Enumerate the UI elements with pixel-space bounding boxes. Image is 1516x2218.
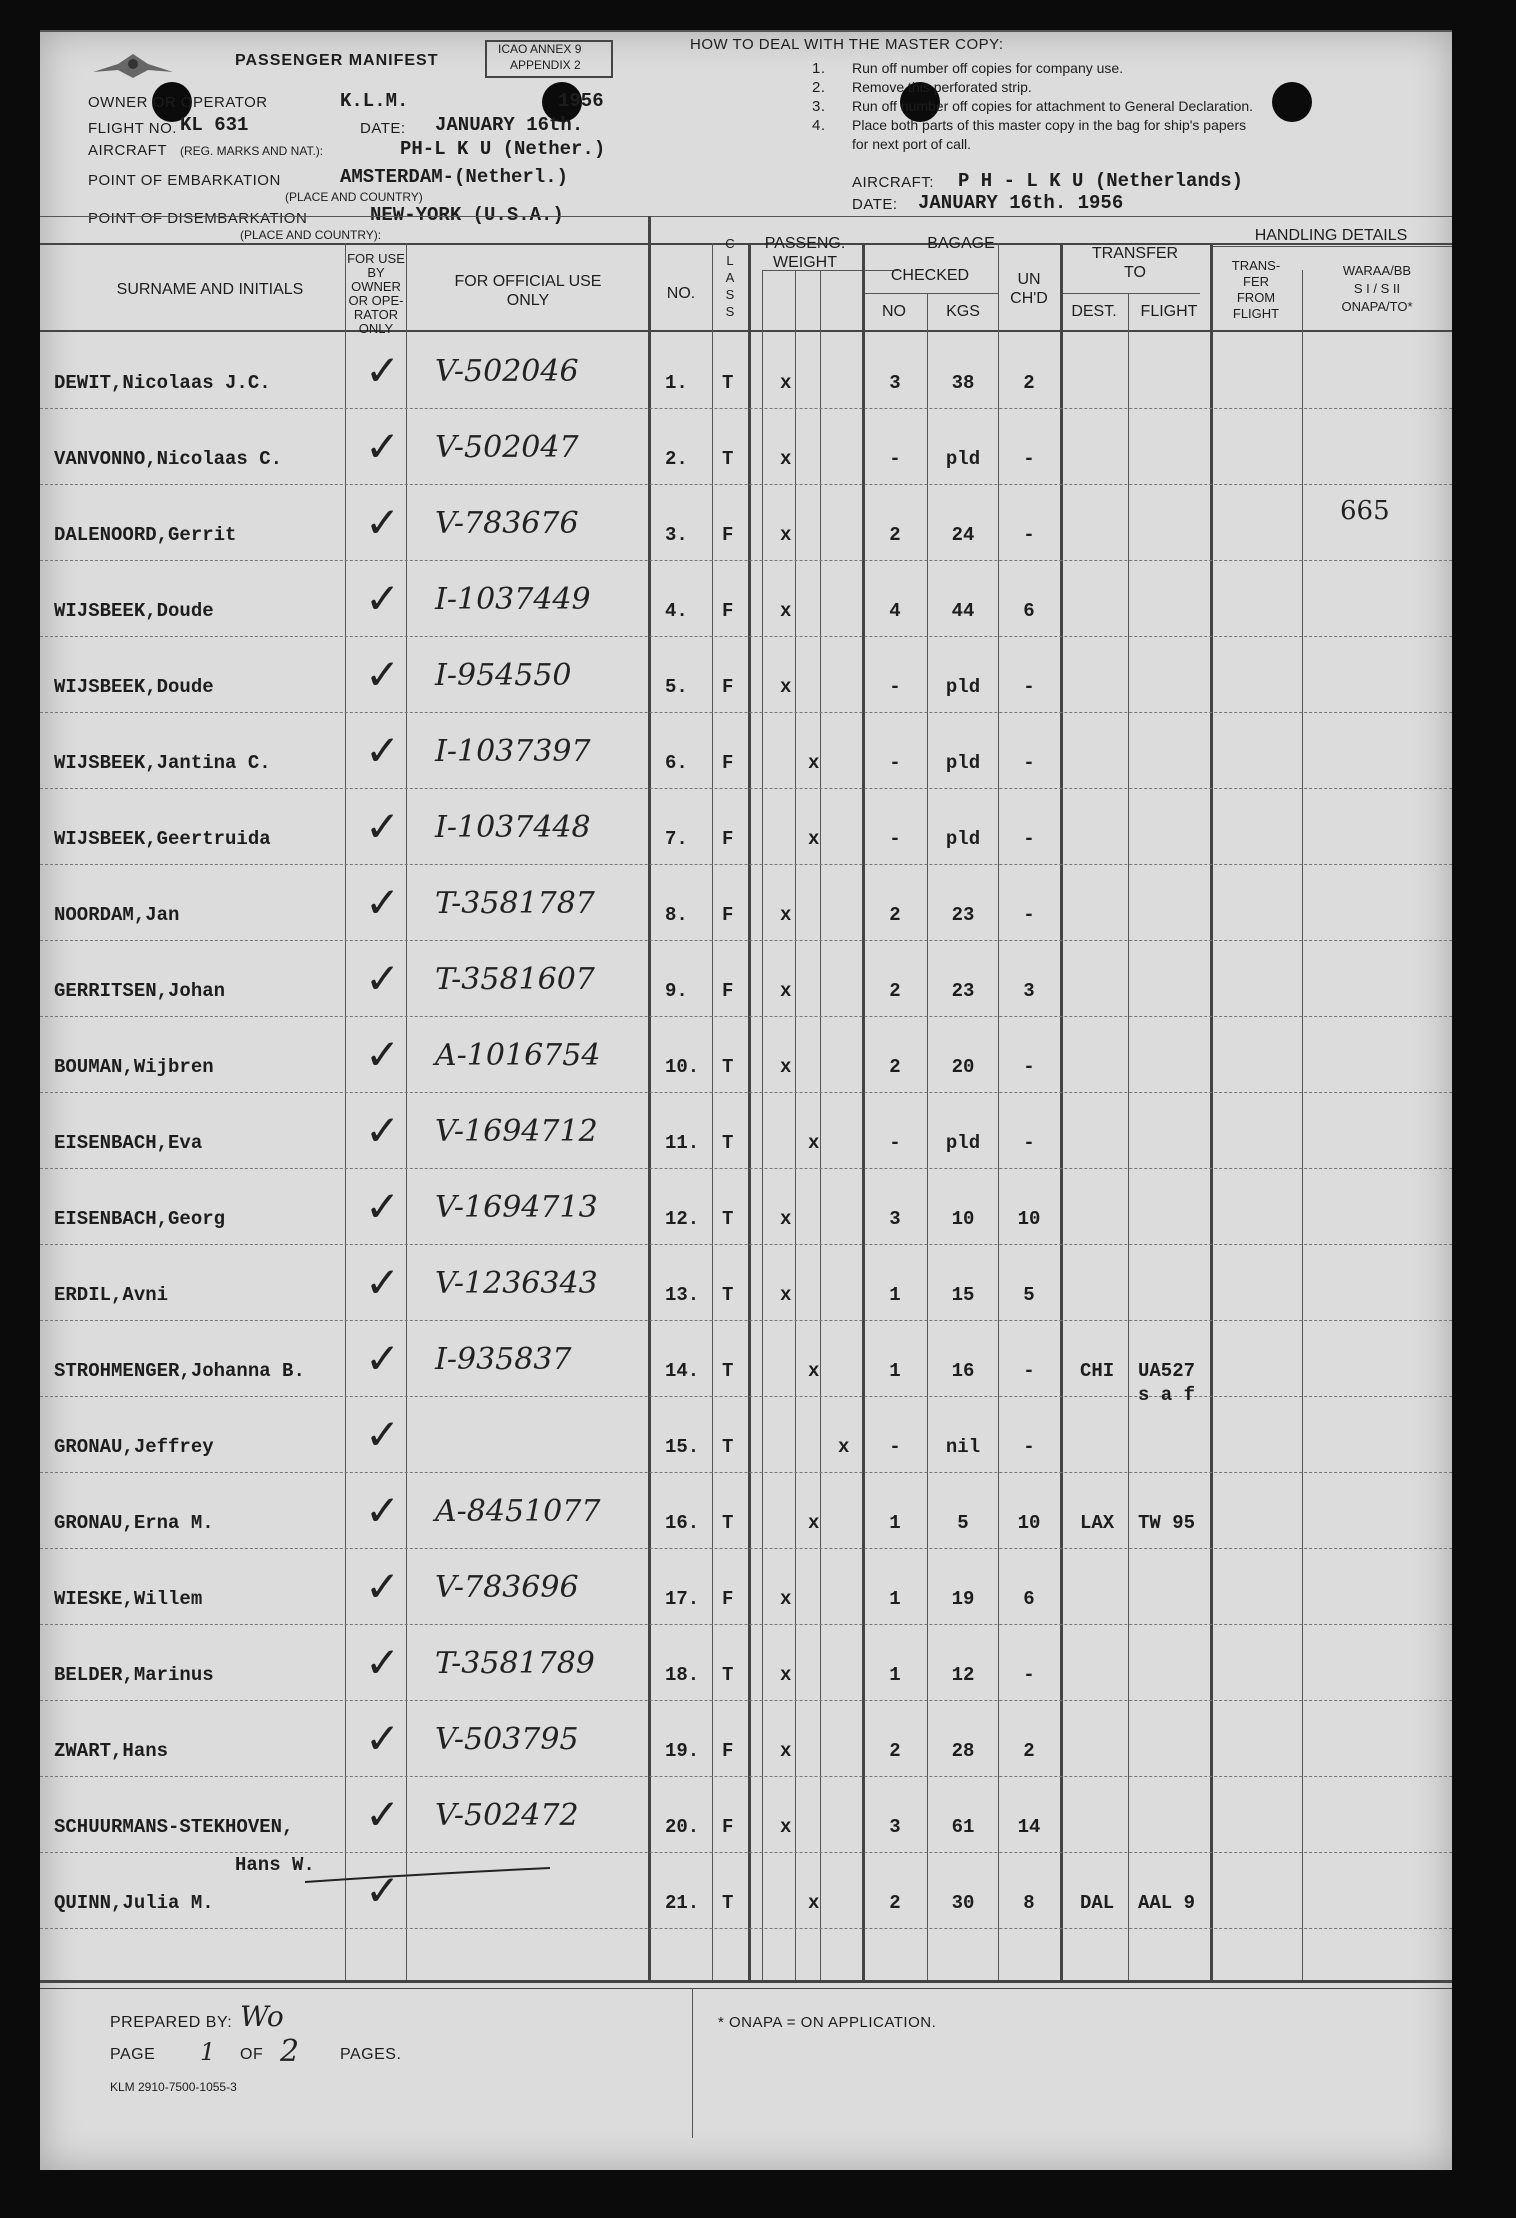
baggage-count: 2 [889,904,901,926]
baggage-unchecked: 10 [1017,1208,1041,1230]
official-doc-number: T-3581787 [435,886,595,921]
col-waraa: WARAA/BB S I / S II ONAPA/TO* [1341,263,1413,314]
passenger-number: 12. [665,1208,700,1230]
weight-mark: x [780,904,792,926]
baggage-kgs: 15 [951,1284,975,1306]
passenger-class: F [722,676,734,698]
passenger-name: DEWIT,Nicolaas J.C. [54,372,271,394]
passenger-class: T [722,1360,734,1382]
weight-mark: x [808,1512,820,1534]
col-handling: HANDLING DETAILS [1254,227,1408,244]
passenger-name: WIESKE,Willem [54,1588,203,1610]
weight-mark: x [838,1436,850,1458]
passenger-name: NOORDAM,Jan [54,904,180,926]
owner-check-mark: ✓ [365,574,401,623]
transfer-flight: AAL 9 [1138,1892,1196,1914]
instr-date-value: JANUARY 16th. 1956 [918,192,1124,214]
disembark-value: NEW-YORK (U.S.A.) [370,204,564,226]
baggage-kgs: pld [945,448,981,470]
passenger-number: 19. [665,1740,700,1762]
passenger-number: 8. [665,904,688,926]
baggage-unchecked: - [1023,448,1035,470]
aircraft-note: (REG. MARKS AND NAT.): [180,144,324,158]
passenger-name: EISENBACH,Eva [54,1132,203,1154]
instruction-text: Run off number off copies for company use. [852,60,1124,76]
baggage-kgs: 61 [951,1816,975,1838]
weight-mark: x [780,448,792,470]
row-divider [40,408,1452,409]
passenger-number: 10. [665,1056,700,1078]
passenger-class: F [722,828,734,850]
row-divider [40,1852,1452,1853]
baggage-count: 1 [889,1588,901,1610]
passenger-name: BELDER,Marinus [54,1664,214,1686]
row-divider [40,1624,1452,1625]
official-doc-number: I-954550 [435,658,572,693]
official-doc-number: V-503795 [435,1722,579,1757]
passenger-class: F [722,1588,734,1610]
weight-mark: x [780,1208,792,1230]
weight-mark: x [780,372,792,394]
instruction-text: Run off number off copies for attachment to General Declaration. [852,98,1254,114]
official-doc-number: I-935837 [435,1342,572,1377]
col-checked: CHECKED [890,267,970,284]
owner-check-mark: ✓ [365,1182,401,1231]
passenger-class: T [722,1208,734,1230]
pages-label: PAGES. [340,2046,402,2063]
baggage-kgs: pld [945,828,981,850]
owner-check-mark: ✓ [365,650,401,699]
weight-mark: x [780,676,792,698]
col-no: NO. [666,285,696,302]
baggage-kgs: 19 [951,1588,975,1610]
form-code: KLM 2910-7500-1055-3 [110,2080,237,2094]
baggage-unchecked: - [1023,904,1035,926]
passenger-class: T [722,1284,734,1306]
weight-mark: x [780,980,792,1002]
passenger-class: T [722,1512,734,1534]
owner-check-mark: ✓ [365,1030,401,1079]
baggage-kgs: 23 [951,980,975,1002]
owner-check-mark: ✓ [365,726,401,775]
instruction-text: Place both parts of this master copy in the bag for ship's papers [852,117,1247,133]
baggage-unchecked: - [1023,1132,1035,1154]
col-owner-use: FOR USE BY OWNER OR OPE- RATOR ONLY [347,251,405,336]
place-country-note-2: (PLACE AND COUNTRY): [240,228,382,242]
col-class: C L A S S [725,236,735,319]
row-divider [40,560,1452,561]
baggage-unchecked: 6 [1023,1588,1035,1610]
instruction-text: Remove this perforated strip. [852,79,1032,95]
page-label: PAGE [110,2046,156,2063]
weight-mark: x [780,600,792,622]
page-number: 1 [200,2038,216,2066]
form-title: PASSENGER MANIFEST [235,52,439,69]
passenger-number: 11. [665,1132,700,1154]
handling-note: 665 [1340,496,1390,526]
row-divider [40,1548,1452,1549]
passenger-class: F [722,752,734,774]
passenger-name: WIJSBEEK,Doude [54,676,214,698]
baggage-count: 2 [889,1056,901,1078]
owner-check-mark: ✓ [365,1486,401,1535]
baggage-count: - [889,676,901,698]
baggage-unchecked: - [1023,1056,1035,1078]
baggage-count: 2 [889,980,901,1002]
passenger-number: 16. [665,1512,700,1534]
baggage-count: - [889,1132,901,1154]
col-dest: DEST. [1071,303,1117,320]
baggage-unchecked: - [1023,524,1035,546]
row-divider [40,1928,1452,1929]
baggage-unchecked: - [1023,676,1035,698]
baggage-unchecked: 3 [1023,980,1035,1002]
baggage-unchecked: 14 [1017,1816,1041,1838]
page-total: 2 [280,2034,300,2069]
passenger-class: F [722,524,734,546]
passenger-name: VANVONNO,Nicolaas C. [54,448,283,470]
manifest-sheet [40,30,1452,2170]
aircraft-value: PH-L K U (Nether.) [400,138,606,160]
passenger-number: 1. [665,372,688,394]
passenger-number: 3. [665,524,688,546]
baggage-unchecked: - [1023,828,1035,850]
annex-label: ICAO ANNEX 9 [498,42,582,56]
baggage-count: - [889,1436,901,1458]
instructions-heading: HOW TO DEAL WITH THE MASTER COPY: [690,36,1004,53]
baggage-unchecked: - [1023,1436,1035,1458]
baggage-unchecked: 10 [1017,1512,1041,1534]
transfer-dest: LAX [1080,1512,1115,1534]
official-doc-number: I-1037397 [435,734,591,769]
instruction-number: 2. [812,79,826,96]
official-doc-number: I-1037448 [435,810,591,845]
official-doc-number: V-1694712 [435,1114,598,1149]
instruction-number: 1. [812,60,826,77]
baggage-unchecked: 5 [1023,1284,1035,1306]
aircraft-label: AIRCRAFT [88,142,167,159]
baggage-kgs: 24 [951,524,975,546]
row-divider [40,864,1452,865]
passenger-name: QUINN,Julia M. [54,1892,214,1914]
baggage-count: 1 [889,1360,901,1382]
official-doc-number: V-783696 [435,1570,579,1605]
passenger-class: T [722,1664,734,1686]
weight-mark: x [780,524,792,546]
baggage-kgs: 23 [951,904,975,926]
owner-check-mark: ✓ [365,1790,401,1839]
baggage-count: 2 [889,1740,901,1762]
weight-mark: x [780,1056,792,1078]
baggage-count: - [889,828,901,850]
owner-check-mark: ✓ [365,954,401,1003]
row-divider [40,1168,1452,1169]
passenger-number: 2. [665,448,688,470]
owner-check-mark: ✓ [365,422,401,471]
row-divider [40,636,1452,637]
owner-check-mark: ✓ [365,1106,401,1155]
owner-check-mark: ✓ [365,878,401,927]
passenger-name: ERDIL,Avni [54,1284,169,1306]
baggage-unchecked: 8 [1023,1892,1035,1914]
passenger-name: WIJSBEEK,Doude [54,600,214,622]
official-doc-number: T-3581607 [435,962,595,997]
passenger-name: WIJSBEEK,Jantina C. [54,752,271,774]
owner-check-mark: ✓ [365,1714,401,1763]
weight-mark: x [808,1132,820,1154]
baggage-count: 1 [889,1664,901,1686]
flight-value: KL 631 [180,114,249,136]
passenger-class: T [722,1436,734,1458]
owner-check-mark: ✓ [365,1638,401,1687]
baggage-kgs: 12 [951,1664,975,1686]
baggage-count: 1 [889,1512,901,1534]
baggage-kgs: 44 [951,600,975,622]
weight-mark: x [780,1816,792,1838]
passenger-class: F [722,1740,734,1762]
passenger-number: 14. [665,1360,700,1382]
place-country-note: (PLACE AND COUNTRY) [285,190,423,204]
col-surname: SURNAME AND INITIALS [116,281,304,298]
official-doc-number: V-502047 [435,430,579,465]
owner-check-mark: ✓ [365,802,401,851]
weight-mark: x [780,1588,792,1610]
instr-aircraft-label: AIRCRAFT: [852,174,935,191]
baggage-count: 3 [889,1816,901,1838]
flight-label: FLIGHT NO. [88,120,177,137]
baggage-count: 2 [889,524,901,546]
baggage-kgs: nil [945,1436,981,1458]
prepared-signature: Wo [240,2000,284,2033]
baggage-kgs: 16 [951,1360,975,1382]
baggage-kgs: pld [945,752,981,774]
passenger-number: 21. [665,1892,700,1914]
passenger-number: 17. [665,1588,700,1610]
official-doc-number: V-1694713 [435,1190,598,1225]
official-doc-number: I-1037449 [435,582,591,617]
transfer-flight-note: s a f [1138,1384,1196,1406]
instr-aircraft-value: P H - L K U (Netherlands) [958,170,1244,192]
appendix-label: APPENDIX 2 [510,58,581,72]
passenger-class: F [722,600,734,622]
baggage-kgs: 30 [951,1892,975,1914]
weight-mark: x [808,828,820,850]
official-doc-number: A-8451077 [435,1494,601,1529]
col-unchd: UN CH'D [1010,271,1048,307]
year-value: 1956 [558,90,604,112]
baggage-count: - [889,752,901,774]
col-passeng-weight: PASSENG. WEIGHT [764,235,846,271]
instruction-number: 3. [812,98,826,115]
of-label: OF [240,2046,264,2063]
passenger-number: 9. [665,980,688,1002]
baggage-unchecked: 6 [1023,600,1035,622]
date-value: JANUARY 16th. [435,114,584,136]
passenger-class: T [722,1056,734,1078]
passenger-class: T [722,1132,734,1154]
owner-check-mark: ✓ [365,1334,401,1383]
row-divider [40,1092,1452,1093]
passenger-name: ZWART,Hans [54,1740,169,1762]
baggage-kgs: 5 [957,1512,969,1534]
passenger-name: SCHUURMANS-STEKHOVEN, [54,1816,294,1838]
scribble-underline [300,1860,560,1890]
disembark-label: POINT OF DISEMBARKATION [88,210,308,227]
weight-mark: x [780,1740,792,1762]
passenger-name: GRONAU,Erna M. [54,1512,214,1534]
baggage-count: 2 [889,1892,901,1914]
transfer-dest: CHI [1080,1360,1115,1382]
row-divider [40,940,1452,941]
passenger-number: 20. [665,1816,700,1838]
baggage-unchecked: - [1023,752,1035,774]
col-kgs: KGS [946,303,980,320]
klm-crown-logo [88,50,178,86]
row-divider [40,484,1452,485]
row-divider [40,1776,1452,1777]
row-divider [40,1320,1452,1321]
row-divider [40,788,1452,789]
instruction-number: 4. [812,117,826,134]
passenger-name: WIJSBEEK,Geertruida [54,828,271,850]
passenger-number: 15. [665,1436,700,1458]
owner-check-mark: ✓ [365,346,401,395]
passenger-name: GERRITSEN,Johan [54,980,226,1002]
embark-label: POINT OF EMBARKATION [88,172,281,189]
passenger-class: T [722,372,734,394]
passenger-number: 7. [665,828,688,850]
owner-check-mark: ✓ [365,1562,401,1611]
date-label: DATE: [360,120,406,137]
transfer-flight: UA527 [1138,1360,1196,1382]
owner-check-mark: ✓ [365,1258,401,1307]
baggage-count: 3 [889,372,901,394]
owner-label: OWNER OR OPERATOR [88,94,268,111]
owner-check-mark: ✓ [365,1410,401,1459]
passenger-name: BOUMAN,Wijbren [54,1056,214,1078]
baggage-kgs: pld [945,1132,981,1154]
passenger-name: EISENBACH,Georg [54,1208,226,1230]
passenger-class: F [722,1816,734,1838]
baggage-kgs: 38 [951,372,975,394]
row-divider [40,1016,1452,1017]
passenger-class: F [722,980,734,1002]
official-doc-number: V-502472 [435,1798,579,1833]
passenger-class: T [722,448,734,470]
baggage-count: 1 [889,1284,901,1306]
row-divider [40,712,1452,713]
baggage-count: - [889,448,901,470]
row-divider [40,1700,1452,1701]
baggage-kgs: 28 [951,1740,975,1762]
row-divider [40,1396,1452,1397]
passenger-number: 6. [665,752,688,774]
col-bag-no: NO [882,303,906,320]
official-doc-number: T-3581789 [435,1646,595,1681]
row20-continuation: Hans W. [235,1854,315,1876]
official-doc-number: A-1016754 [435,1038,601,1073]
prepared-label: PREPARED BY: [110,2014,233,2031]
baggage-unchecked: - [1023,1664,1035,1686]
owner-check-mark: ✓ [365,498,401,547]
passenger-number: 4. [665,600,688,622]
transfer-dest: DAL [1080,1892,1115,1914]
passenger-number: 13. [665,1284,700,1306]
embark-value: AMSTERDAM-(Netherl.) [340,166,569,188]
col-flight: FLIGHT [1140,303,1198,320]
passenger-name: GRONAU,Jeffrey [54,1436,214,1458]
onapa-note: * ONAPA = ON APPLICATION. [718,2014,937,2031]
passenger-class: F [722,904,734,926]
baggage-kgs: 10 [951,1208,975,1230]
baggage-unchecked: 2 [1023,1740,1035,1762]
passenger-number: 5. [665,676,688,698]
baggage-count: 3 [889,1208,901,1230]
baggage-count: 4 [889,600,901,622]
punch-hole [1272,82,1312,122]
col-baggage: BAGAGE [927,235,995,252]
owner-check-mark: ✓ [365,1866,401,1915]
row-divider [40,1244,1452,1245]
baggage-unchecked: 2 [1023,372,1035,394]
weight-mark: x [808,1892,820,1914]
baggage-unchecked: - [1023,1360,1035,1382]
instr-date-label: DATE: [852,196,898,213]
transfer-flight: TW 95 [1138,1512,1196,1534]
weight-mark: x [780,1284,792,1306]
baggage-kgs: pld [945,676,981,698]
baggage-kgs: 20 [951,1056,975,1078]
weight-mark: x [780,1664,792,1686]
passenger-name: DALENOORD,Gerrit [54,524,237,546]
passenger-name: STROHMENGER,Johanna B. [54,1360,305,1382]
weight-mark: x [808,752,820,774]
official-doc-number: V-502046 [435,354,579,389]
official-doc-number: V-783676 [435,506,579,541]
instruction-text: for next port of call. [852,136,972,152]
row-divider [40,1472,1452,1473]
official-doc-number: V-1236343 [435,1266,598,1301]
passenger-number: 18. [665,1664,700,1686]
col-transfer-from: TRANS- FER FROM FLIGHT [1231,258,1281,321]
passenger-class: T [722,1892,734,1914]
col-transfer: TRANSFER TO [1091,245,1179,281]
weight-mark: x [808,1360,820,1382]
owner-value: K.L.M. [340,90,409,112]
col-official-use: FOR OFFICIAL USE ONLY [454,273,602,309]
